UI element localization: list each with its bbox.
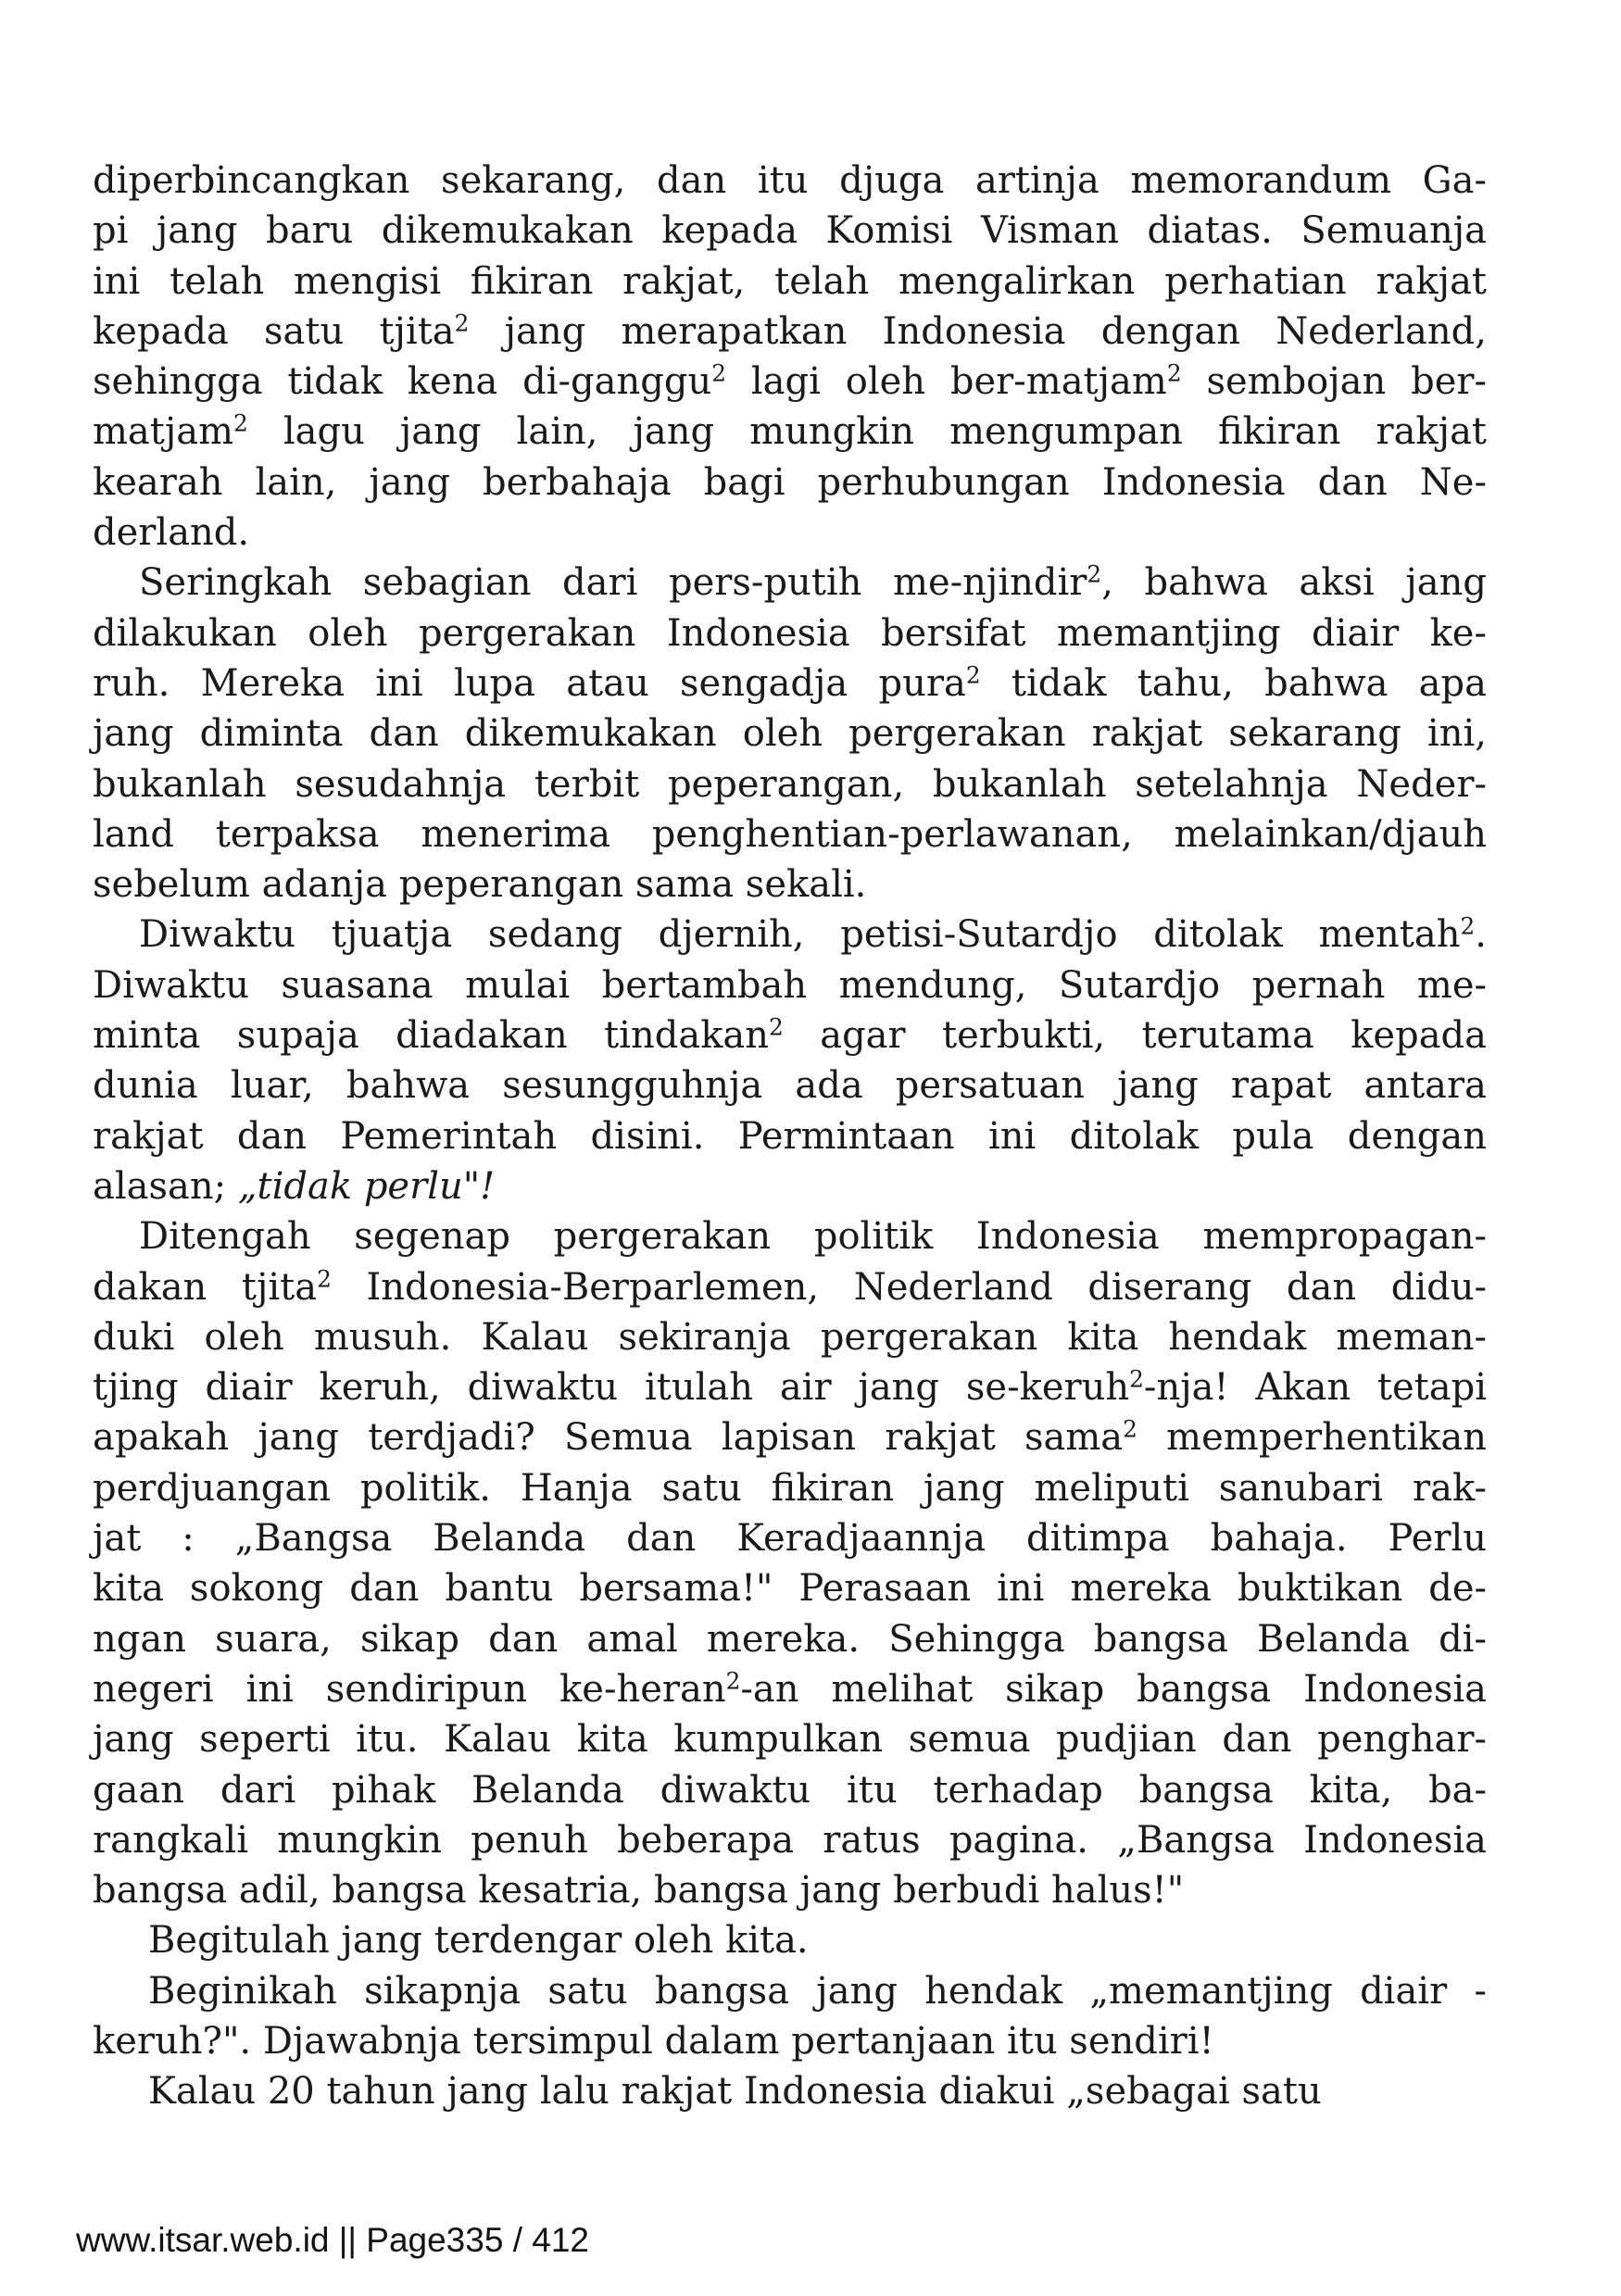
text-line: keruh?". Djawabnja tersimpul dalam pertanjaan itu sendiri! — [93, 2019, 1214, 2063]
paragraph — [93, 558, 1487, 910]
paragraph — [93, 1966, 1487, 2067]
text-line: sehingga tidak kena di-ganggu$^2$ lagi oleh ber-matjam$^2$ sembojan ber- — [93, 359, 1488, 404]
paragraph — [93, 1211, 1487, 1915]
body-text — [93, 156, 1487, 2117]
text-line: ruh. Mereka ini lupa atau sengadja pura$^2$ tidak tahu, bahwa apa — [93, 661, 1487, 705]
text-line: kepada satu tjita$^2$ jang merapatkan Indonesia dengan Nederland, — [93, 309, 1487, 353]
text-line: matjam$^2$ lagu jang lain, jang mungkin mengumpan fikiran rakjat — [93, 409, 1487, 454]
text-line: Diwaktu tjuatja sedang djernih, petisi-Sutardjo ditolak mentah$^2$. — [139, 912, 1487, 957]
text-line: ini telah mengisi fikiran rakjat, telah mengalirkan perhatian rakjat — [93, 259, 1487, 303]
text-line: Kalau 20 tahun jang lalu rakjat Indonesia diakui „sebagai satu — [148, 2070, 1322, 2114]
text-line: negeri ini sendiripun ke-heran$^2$-an melihat sikap bangsa Indonesia — [93, 1667, 1487, 1711]
text-line: land terpaksa menerima penghentian-perlawanan, melainkan/djauh — [93, 812, 1487, 856]
text-line: Begitulah jang terdengar oleh kita. — [148, 1919, 809, 1963]
text-line: dunia luar, bahwa sesungguhnja ada persatuan jang rapat antara — [93, 1064, 1487, 1108]
text-line: apakah jang terdjadi? Semua lapisan rakjat sama$^2$ memperhentikan — [93, 1415, 1488, 1460]
text-line: jat : „Bangsa Belanda dan Keradjaannja ditimpa bahaja. Perlu — [93, 1517, 1487, 1561]
text-line: jang seperti itu. Kalau kita kumpulkan semua pudjian dan penghar- — [93, 1718, 1487, 1762]
text-line: Beginikah sikapnja satu bangsa jang hendak „memantjing diair - — [148, 1969, 1487, 2013]
text-line: kita sokong dan bantu bersama!" Perasaan ini mereka buktikan de- — [93, 1567, 1487, 1611]
text-line: bukanlah sesudahnja terbit peperangan, bukanlah setelahnja Neder- — [93, 762, 1487, 806]
text-line: pi jang baru dikemukakan kepada Komisi Visman diatas. Semuanja — [93, 209, 1487, 253]
text-line: derland. — [93, 511, 250, 555]
text-line: jang diminta dan dikemukakan oleh pergerakan rakjat sekarang ini, — [93, 712, 1487, 756]
text-line: Seringkah sebagian dari pers-putih me-njindir$^2$, bahwa aksi jang — [139, 560, 1488, 605]
text-line: dakan tjita$^2$ Indonesia-Berparlemen, Nederland diserang dan didu- — [93, 1264, 1487, 1309]
text-line: bangsa adil, bangsa kesatria, bangsa jang berbudi halus!" — [93, 1869, 1185, 1913]
text-line: tjing diair keruh, diwaktu itulah air jang se-keruh$^2$-nja! Akan tetapi — [93, 1365, 1487, 1410]
text-line: kearah lain, jang berbahaja bagi perhubungan Indonesia dan Ne- — [93, 460, 1487, 504]
text-line: rakjat dan Pemerintah disini. Permintaan ini ditolak pula dengan — [93, 1114, 1487, 1158]
text-line: rangkali mungkin penuh beberapa ratus pagina. „Bangsa Indonesia — [93, 1818, 1487, 1862]
text-line: ngan suara, sikap dan amal mereka. Sehingga bangsa Belanda di- — [93, 1617, 1487, 1661]
text-line: diperbincangkan sekarang, dan itu djuga artinja memorandum Ga- — [93, 159, 1487, 202]
page-footer: www.itsar.web.id || Page335 / 412 — [76, 2221, 589, 2259]
text-line: dilakukan oleh pergerakan Indonesia bersifat memantjing diair ke- — [93, 611, 1487, 655]
text-line: minta supaja diadakan tindakan$^2$ agar terbukti, terutama kepada — [93, 1013, 1487, 1058]
paragraph — [93, 910, 1487, 1211]
paragraph — [93, 2066, 1487, 2116]
text-line: sebelum adanja peperangan sama sekali. — [93, 863, 867, 907]
text-line: perdjuangan politik. Hanja satu fikiran jang meliputi sanubari rak- — [93, 1466, 1487, 1510]
paragraph — [93, 156, 1487, 558]
text-line: Diwaktu suasana mulai bertambah mendung, Sutardjo pernah me- — [93, 963, 1487, 1007]
paragraph — [93, 1915, 1487, 1965]
text-line: duki oleh musuh. Kalau sekiranja pergerakan kita hendak meman- — [93, 1315, 1487, 1359]
text-line: Ditengah segenap pergerakan politik Indonesia mempropagan- — [139, 1215, 1487, 1259]
text-line: gaan dari pihak Belanda diwaktu itu terhadap bangsa kita, ba- — [93, 1768, 1487, 1812]
text-line: alasan; „tidak perlu"! — [93, 1164, 496, 1208]
